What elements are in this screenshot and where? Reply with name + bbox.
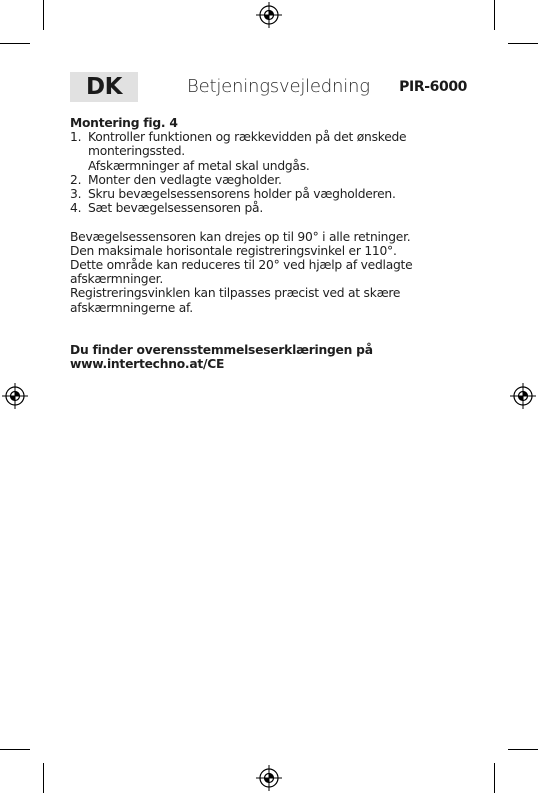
list-item <box>70 130 430 173</box>
mounting-steps <box>70 130 430 215</box>
model-number: PIR-6000 <box>399 79 467 95</box>
info-line: Den maksimale horisontale registreringsvinkel er 110°. <box>70 243 397 258</box>
section-heading: Montering fig. 4 <box>70 116 178 130</box>
list-item <box>70 201 430 215</box>
info-line: Dette område kan reduceres til 20° ved hjælp af vedlagte <box>70 258 413 273</box>
declaration-note <box>70 343 430 371</box>
crop-mark <box>43 0 44 30</box>
declaration-url: www.intertechno.at/CE <box>70 357 225 372</box>
info-paragraph <box>70 230 430 315</box>
step-text: monteringssted. <box>88 144 185 159</box>
crop-mark <box>0 43 30 44</box>
info-line: afskærmninger. <box>70 272 163 287</box>
step-number: 1. <box>70 130 82 145</box>
crop-mark <box>0 749 30 750</box>
registration-mark-icon <box>256 2 282 28</box>
list-item <box>70 173 430 187</box>
step-number: 4. <box>70 201 82 216</box>
language-badge: DK <box>70 72 138 102</box>
step-number: 2. <box>70 172 82 187</box>
registration-mark-icon <box>256 765 282 791</box>
list-item <box>70 187 430 201</box>
crop-mark <box>508 749 538 750</box>
step-text: Monter den vedlagte vægholder. <box>88 172 282 187</box>
step-text: Skru bevægelsessensorens holder på vægholderen. <box>88 187 396 202</box>
crop-mark <box>494 0 495 30</box>
step-text: Kontroller funktionen og rækkevidden på det ønskede <box>88 130 407 145</box>
info-line: Bevægelsessensoren kan drejes op til 90° i alle retninger. <box>70 229 411 244</box>
step-number: 3. <box>70 187 82 202</box>
page-title: Betjeningsvejledning <box>187 76 370 97</box>
crop-mark <box>43 763 44 793</box>
crop-mark <box>508 43 538 44</box>
info-line: Registreringsvinklen kan tilpasses præcist ved at skære <box>70 286 401 301</box>
registration-mark-icon <box>510 383 536 409</box>
info-line: afskærmningerne af. <box>70 300 193 315</box>
step-text: Sæt bevægelsessensoren på. <box>88 201 263 216</box>
manual-body <box>70 116 430 372</box>
declaration-text: Du finder overensstemmelseserklæringen på <box>70 343 373 358</box>
crop-mark <box>494 763 495 793</box>
registration-mark-icon <box>2 383 28 409</box>
step-text: Afskærmninger af metal skal undgås. <box>88 158 310 173</box>
page-header <box>70 72 467 102</box>
